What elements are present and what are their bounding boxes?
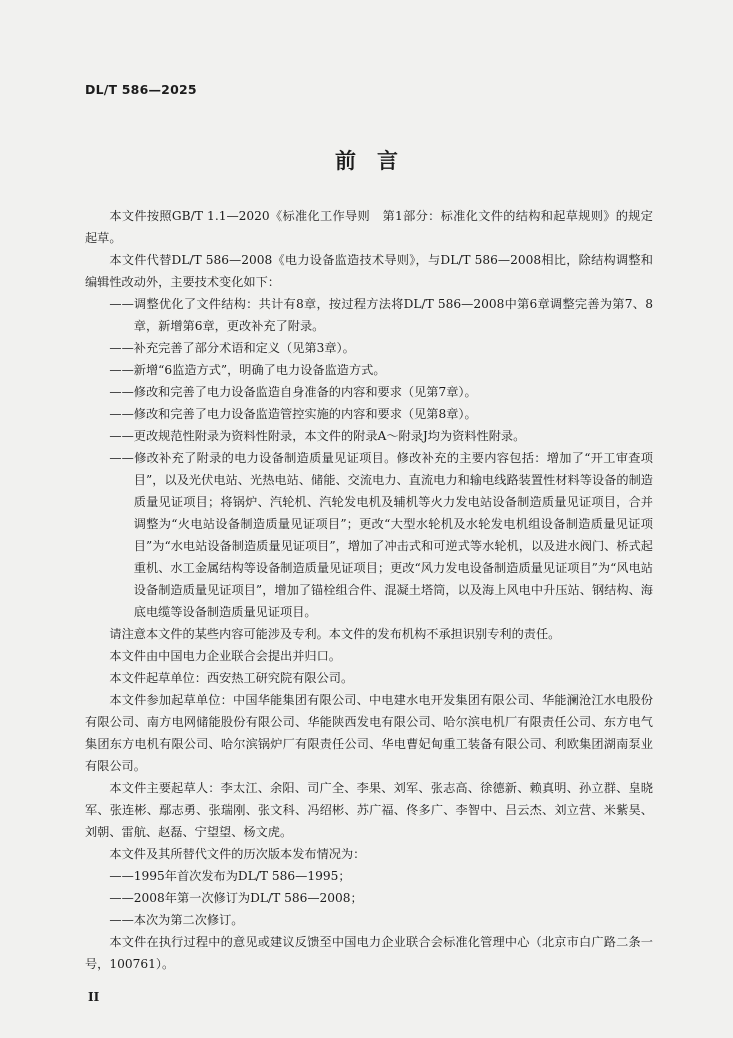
change-item: ——新增“6监造方式”，明确了电力设备监造方式。 — [109, 363, 386, 377]
change-item: ——更改规范性附录为资料性附录，本文件的附录A～附录J均为资料性附录。 — [109, 429, 526, 443]
history-item: ——2008年第一次修订为DL/T 586—2008； — [109, 891, 363, 905]
document-code: DL/T 586—2025 — [85, 82, 197, 97]
change-item: ——修改补充了附录的电力设备制造质量见证项目。修改补充的主要内容包括：增加了“开工审查项目”，以及光伏电站、光热电站、储能、交流电力、直流电力和输电线路装置性材料等设备的制造质量见证项目；将锅炉、汽轮机、汽轮发电机及辅机等火力发电站设备制造质量见证项目，合并调整为“火电站设备制造质量见证项目”；更改“大型水轮机及水轮发电机组设备制造质量见证项目”为“水电站设备制造质量见证项目”，增加了冲击式和可逆式等水轮机，以及进水阀门、桥式起重机、水工金属结构等设备制造质量见证项目；更改“风力发电设备制造质量见证项目”为“风电站设备制造质量见证项目”，增加了锚栓组合件、混凝土塔筒，以及海上风电中升压站、钢结构、海底电缆等设备制造质量见证项目。 — [109, 451, 653, 619]
change-item: ——补充完善了部分术语和定义（见第3章）。 — [109, 341, 355, 355]
history-item: ——本次为第二次修订。 — [109, 913, 244, 927]
paragraph-proposer: 本文件由中国电力企业联合会提出并归口。 — [109, 649, 341, 663]
paragraph-feedback: 本文件在执行过程中的意见或建议反馈至中国电力企业联合会标准化管理中心（北京市白广路二条一号，100761）。 — [85, 935, 653, 971]
change-item: ——调整优化了文件结构：共计有8章，按过程方法将DL/T 586—2008中第6章调整完善为第7、8章，新增第6章，更改补充了附录。 — [109, 297, 653, 333]
paragraph-participating-units: 本文件参加起草单位：中国华能集团有限公司、中电建水电开发集团有限公司、华能澜沧江水电股份有限公司、南方电网储能股份有限公司、华能陕西发电有限公司、哈尔滨电机厂有限责任公司、东方电气集团东方电机有限公司、哈尔滨锅炉厂有限责任公司、华电曹妃甸重工装备有限公司、利欧集团湖南泵业有限公司。 — [85, 693, 653, 773]
paragraph-replacement: 本文件代替DL/T 586—2008《电力设备监造技术导则》，与DL/T 586—2008相比，除结构调整和编辑性改动外，主要技术变化如下： — [85, 253, 653, 289]
foreword-body — [85, 205, 653, 975]
change-item: ——修改和完善了电力设备监造管控实施的内容和要求（见第8章）。 — [109, 407, 477, 421]
history-item: ——1995年首次发布为DL/T 586—1995； — [109, 869, 351, 883]
paragraph-patent-notice: 请注意本文件的某些内容可能涉及专利。本文件的发布机构不承担识别专利的责任。 — [109, 627, 561, 641]
paragraph-drafting-unit: 本文件起草单位：西安热工研究院有限公司。 — [109, 671, 354, 685]
paragraph-drafting-rules: 本文件按照GB/T 1.1—2020《标准化工作导则 第1部分：标准化文件的结构和起草规则》的规定起草。 — [85, 209, 653, 245]
page-title: 前 言 — [335, 148, 398, 173]
change-item: ——修改和完善了电力设备监造自身准备的内容和要求（见第7章）。 — [109, 385, 477, 399]
page-number: II — [88, 990, 100, 1004]
paragraph-drafters: 本文件主要起草人：李太江、余阳、司广全、李果、刘军、张志高、徐德新、赖真明、孙立群、皇晓军、张连彬、鄢志勇、张瑞刚、张文科、冯绍彬、苏广福、佟多广、李智中、吕云杰、刘立营、米紫昊、刘朝、雷航、赵磊、宁望望、杨文虎。 — [85, 781, 653, 839]
paragraph-history-intro: 本文件及其所替代文件的历次版本发布情况为： — [109, 847, 366, 861]
